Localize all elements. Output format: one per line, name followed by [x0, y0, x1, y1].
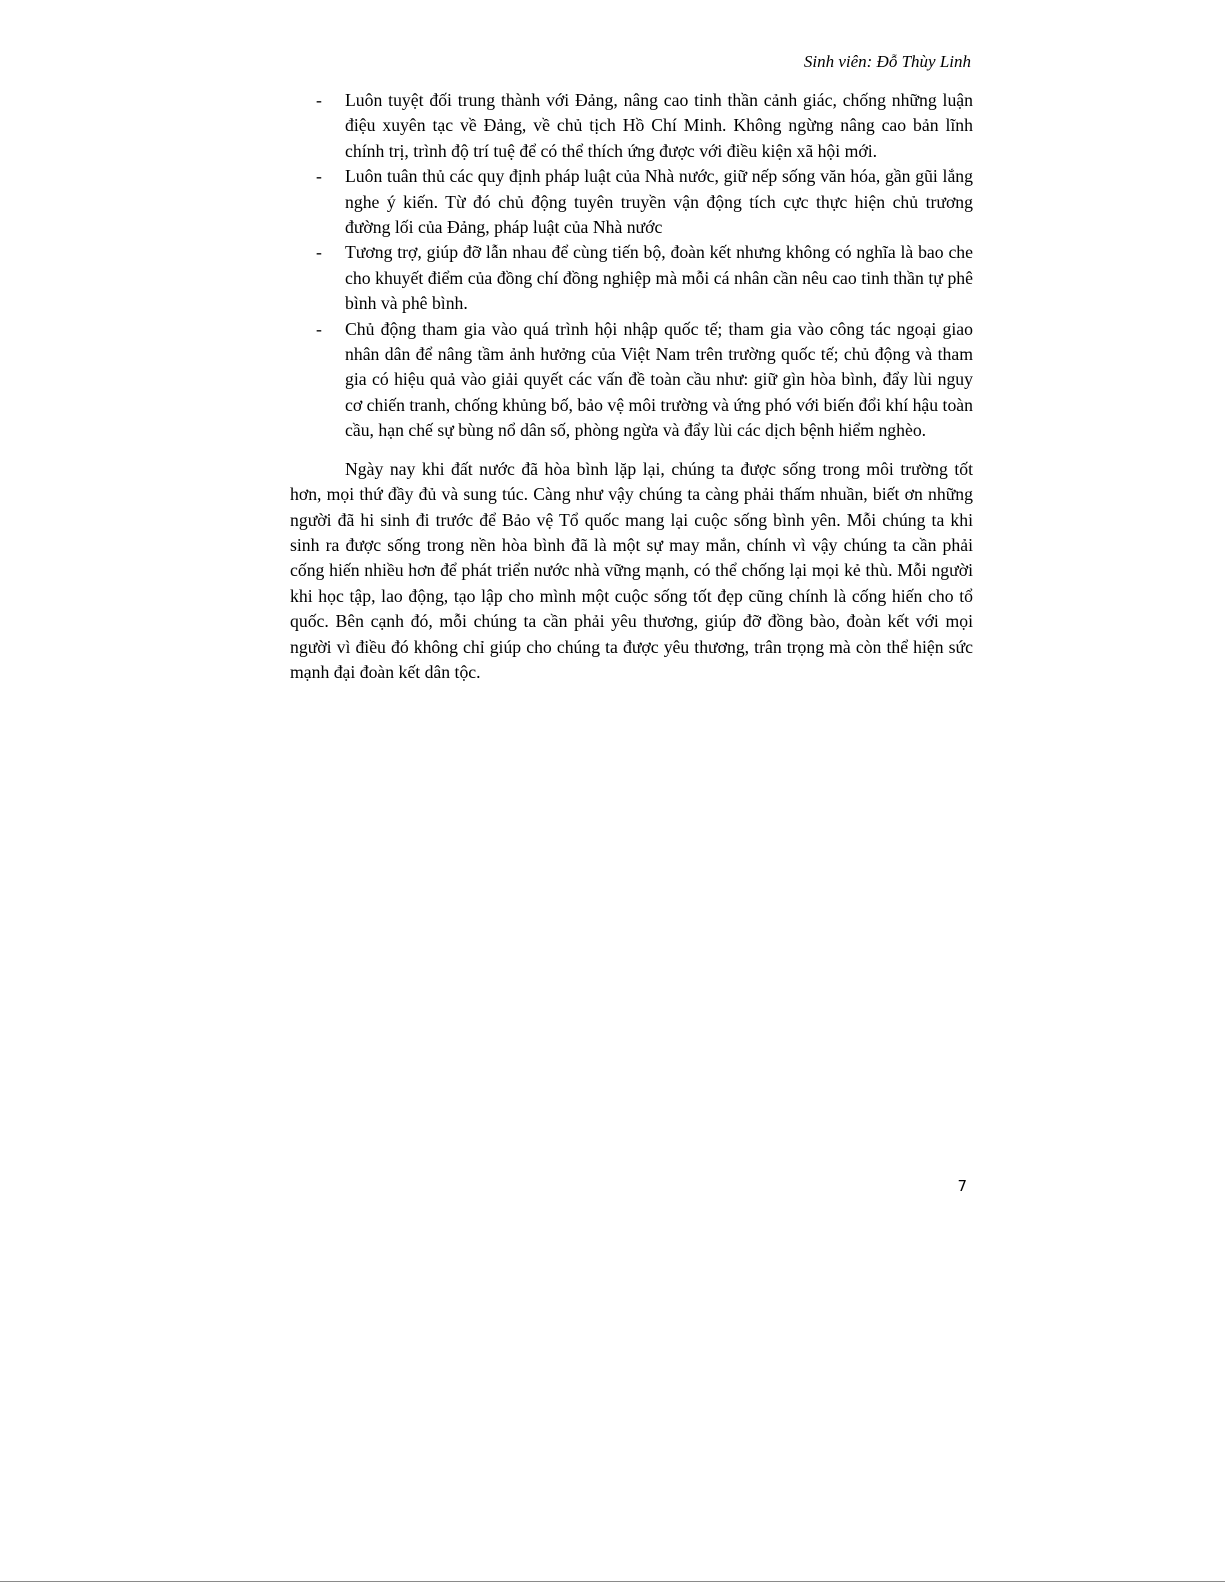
bullet-dash: -	[316, 242, 322, 263]
bullet-dash: -	[316, 318, 322, 339]
page-bottom-divider	[0, 1581, 1225, 1582]
bullet-dash: -	[316, 90, 322, 110]
list-item	[290, 164, 973, 240]
bullet-dash: -	[316, 166, 322, 187]
list-item	[290, 88, 973, 164]
bullet-list	[290, 88, 973, 444]
body-paragraph: Ngày nay khi đất nước đã hòa bình lặp lại, chúng ta được sống trong môi trường tốt hơn, mọi thứ đầy đủ và sung túc. Càng như vậy chúng ta càng phải thấm nhuần, biết ơn những người đã hi sinh đi trước để Bảo vệ Tổ quốc mang lại cuộc sống bình yên. Mỗi chúng ta khi sinh ra được sống trong nền hòa bình đã là một sự may mắn, chính vì vậy chúng ta cần phải cống hiến nhiều hơn để phát triển nước nhà vững mạnh, có thể chống lại mọi kẻ thù. Mỗi người khi học tập, lao động, tạo lập cho mình một cuộc sống tốt đẹp cũng chính là cống hiến cho tổ quốc. Bên cạnh đó, mỗi chúng ta cần phải yêu thương, giúp đỡ đồng bào, đoàn kết với mọi người vì điều đó không chỉ giúp cho chúng ta được yêu thương, trân trọng mà còn thể hiện sức mạnh đại đoàn kết dân tộc.	[290, 458, 973, 682]
list-item	[290, 317, 973, 444]
list-item-text: Tương trợ, giúp đỡ lẫn nhau để cùng tiến bộ, đoàn kết nhưng không có nghĩa là bao che cho khuyết điểm của đồng chí đồng nghiệp mà mỗi cá nhân cần nêu cao tinh thần tự phê bình và phê bình.	[345, 242, 973, 314]
list-item-text: Luôn tuyệt đối trung thành với Đảng, nâng cao tinh thần cảnh giác, chống những luận điệu xuyên tạc về Đảng, về chủ tịch Hồ Chí Minh. Không ngừng nâng cao bản lĩnh chính trị, trình độ trí tuệ để có thể thích ứng được với điều kiện xã hội mới.	[345, 90, 973, 161]
page-header-author: Sinh viên: Đỗ Thùy Linh	[803, 52, 971, 71]
page-number: 7	[957, 1177, 967, 1195]
list-item-text: Chủ động tham gia vào quá trình hội nhập quốc tế; tham gia vào công tác ngoại giao nhân dân để nâng tầm ảnh hưởng của Việt Nam trên trường quốc tế; chủ động và tham gia có hiệu quả vào giải quyết các vấn đề toàn cầu như: giữ gìn hòa bình, đẩy lùi nguy cơ chiến tranh, chống khủng bố, bảo vệ môi trường và ứng phó với biến đổi khí hậu toàn cầu, hạn chế sự bùng nổ dân số, phòng ngừa và đẩy lùi các dịch bệnh hiểm nghèo.	[345, 318, 973, 441]
list-item-text: Luôn tuân thủ các quy định pháp luật của Nhà nước, giữ nếp sống văn hóa, gần gũi lắng nghe ý kiến. Từ đó chủ động tuyên truyền vận động tích cực thực hiện chủ trương đường lối của Đảng, pháp luật của Nhà nước	[345, 166, 973, 238]
list-item	[290, 240, 973, 316]
document-body	[290, 88, 973, 685]
